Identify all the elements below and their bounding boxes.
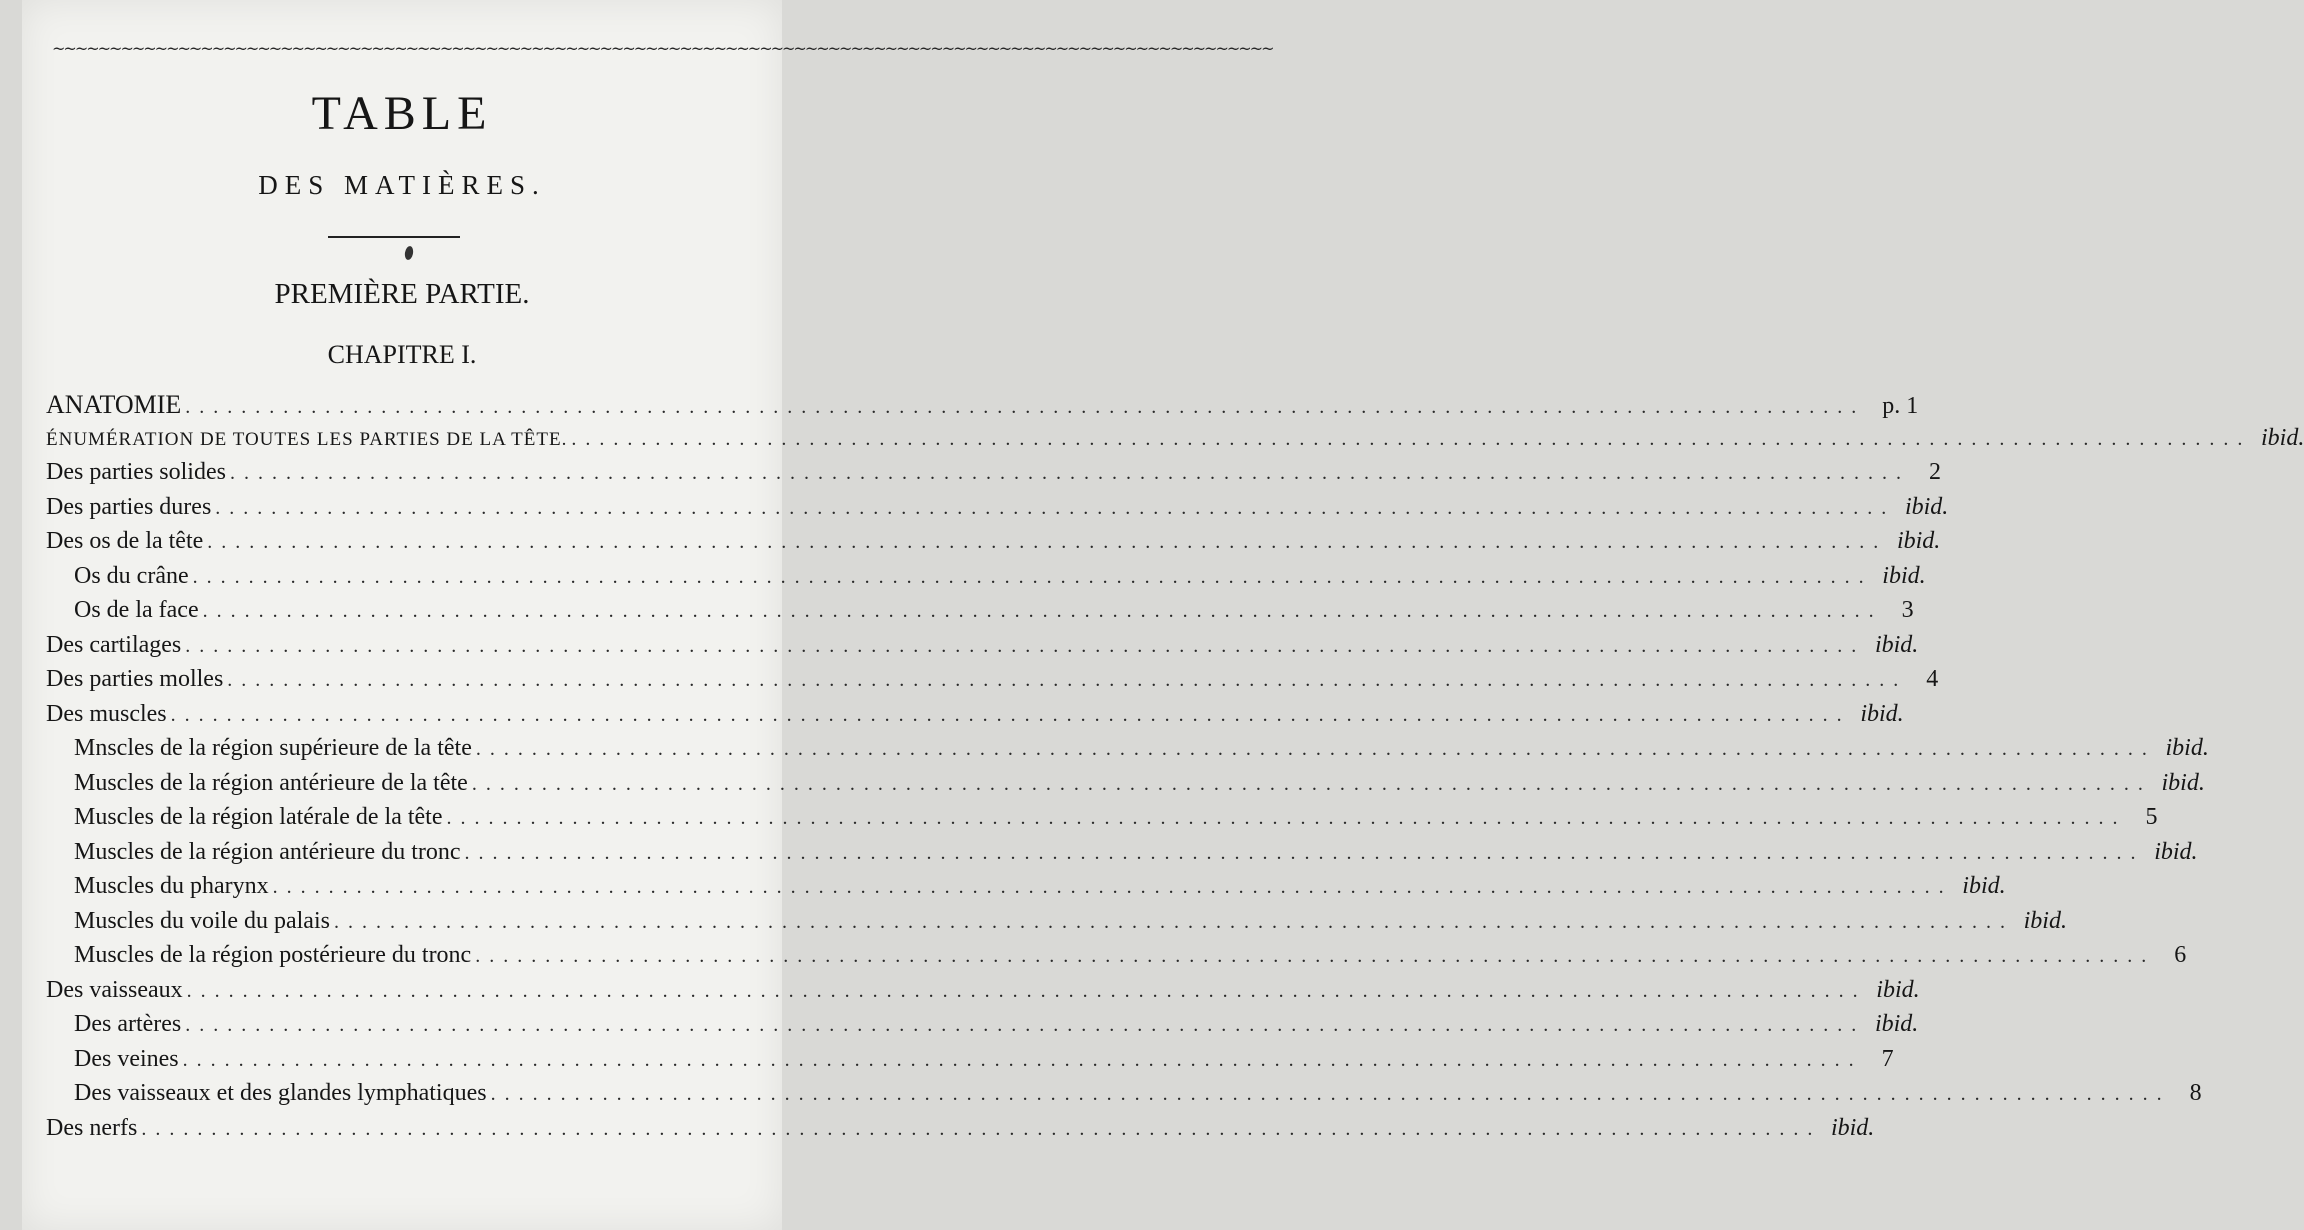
toc-entry <box>46 1045 1894 1081</box>
toc-entry <box>46 700 1904 736</box>
toc-entry-label: Os de la face <box>74 597 199 623</box>
toc-page-number: 3 <box>1901 597 1914 623</box>
toc-page-number: 4 <box>1926 666 1939 692</box>
toc-entry-label: Muscles du pharynx <box>74 873 269 899</box>
toc-entry <box>46 804 2158 839</box>
dot-leader: . . . . . . . . . . . . . . . . . . . . . . . . . . . . . . . . . . . . . . . . . . . . . . . . . . . . . . . . . . . . . . . . . . . . . . . . . . . . . . . . . . . . . . . . . . . . . . . . . . . . . . . . . . . . . . . . . . . . . . . . <box>185 634 1859 657</box>
toc-page-number: p. 1 <box>1882 393 1919 419</box>
table-of-contents <box>46 390 2304 1149</box>
toc-page-number: ibid. <box>2161 769 2205 796</box>
toc-entry-label: Muscles du voile du palais <box>74 907 330 934</box>
toc-page-number: ibid. <box>1904 493 1949 520</box>
toc-entry <box>46 976 1920 1012</box>
dot-leader: . . . . . . . . . . . . . . . . . . . . . . . . . . . . . . . . . . . . . . . . . . . . . . . . . . . . . . . . . . . . . . . . . . . . . . . . . . . . . . . . . . . . . . . . . . . . . . . . . . . . . . . . . . . . . . . . . . . . . . . . <box>207 531 1881 553</box>
toc-page-number: ibid. <box>2023 907 2067 934</box>
toc-entry-label: Muscles de la région antérieure du tronc <box>74 838 461 865</box>
toc-entry <box>46 390 1919 425</box>
toc-entry <box>46 1114 1875 1150</box>
toc-entry-label: ÉNUMÉRATION DE TOUTES LES PARTIES DE LA TÊTE. <box>46 428 568 450</box>
toc-page-number: ibid. <box>2260 424 2304 451</box>
dot-leader: . . . . . . . . . . . . . . . . . . . . . . . . . . . . . . . . . . . . . . . . . . . . . . . . . . . . . . . . . . . . . . . . . . . . . . . . . . . . . . . . . . . . . . . . . . . . . . . . . . . . . . . . . . . . . . . . . . . . . . . . <box>464 841 2138 864</box>
page-title: TABLE <box>311 87 493 140</box>
toc-entry <box>46 424 2304 460</box>
toc-page-number: ibid. <box>1876 976 1920 1003</box>
dot-leader: . . . . . . . . . . . . . . . . . . . . . . . . . . . . . . . . . . . . . . . . . . . . . . . . . . . . . . . . . . . . . . . . . . . . . . . . . . . . . . . . . . . . . . . . . . . . . . . . . . . . . . . . . . . . . . . . . . . . . . . . <box>333 910 2007 933</box>
toc-entry-label: Muscles de la région antérieure de la tête <box>74 769 468 796</box>
toc-entry <box>46 597 1914 632</box>
dot-leader: . . . . . . . . . . . . . . . . . . . . . . . . . . . . . . . . . . . . . . . . . . . . . . . . . . . . . . . . . . . . . . . . . . . . . . . . . . . . . . . . . . . . . . . . . . . . . . . . . . . . . . . . . . . . . . . . . . . . . . . . <box>185 1014 1859 1036</box>
page-subtitle: DES MATIÈRES. <box>258 170 546 200</box>
dot-leader: . . . . . . . . . . . . . . . . . . . . . . . . . . . . . . . . . . . . . . . . . . . . . . . . . . . . . . . . . . . . . . . . . . . . . . . . . . . . . . . . . . . . . . . . . . . . . . . . . . . . . . . . . . . . . . . . . . . . . . . . <box>215 496 1889 519</box>
toc-entry-label: Des artères <box>74 1011 182 1037</box>
toc-page-number: 2 <box>1928 459 1941 485</box>
toc-entry <box>46 838 2198 874</box>
toc-entry <box>46 769 2205 805</box>
toc-page-number: 7 <box>1881 1045 1894 1072</box>
dot-leader: . . . . . . . . . . . . . . . . . . . . . . . . . . . . . . . . . . . . . . . . . . . . . . . . . . . . . . . . . . . . . . . . . . . . . . . . . . . . . . . . . . . . . . . . . . . . . . . . . . . . . . . . . . . . . . . . . . . . . . . . <box>170 703 1844 726</box>
chapter-heading: CHAPITRE I. <box>327 340 477 369</box>
toc-entry-label: Des muscles <box>46 700 167 727</box>
dot-leader: . . . . . . . . . . . . . . . . . . . . . . . . . . . . . . . . . . . . . . . . . . . . . . . . . . . . . . . . . . . . . . . . . . . . . . . . . . . . . . . . . . . . . . . . . . . . . . . . . . . . . . . . . . . . . . . . . . . . . . . . <box>202 600 1876 622</box>
dot-leader: . . . . . . . . . . . . . . . . . . . . . . . . . . . . . . . . . . . . . . . . . . . . . . . . . . . . . . . . . . . . . . . . . . . . . . . . . . . . . . . . . . . . . . . . . . . . . . . . . . . . . . . . . . . . . . . . . . . . . . . . <box>475 738 2149 760</box>
toc-entry <box>46 735 2209 770</box>
dot-leader: . . . . . . . . . . . . . . . . . . . . . . . . . . . . . . . . . . . . . . . . . . . . . . . . . . . . . . . . . . . . . . . . . . . . . . . . . . . . . . . . . . . . . . . . . . . . . . . . . . . . . . . . . . . . . . . . . . . . . . . . <box>471 772 2145 795</box>
toc-entry-label: Des os de la tête <box>46 528 204 554</box>
book-page <box>22 0 2304 1230</box>
ornament-icon <box>404 245 414 260</box>
toc-entry <box>46 942 2187 977</box>
toc-entry-label: Des veines <box>74 1045 179 1072</box>
toc-page-number: ibid. <box>1896 528 1941 554</box>
toc-entry-label: Des parties solides <box>46 459 226 485</box>
toc-entry <box>46 631 1919 667</box>
toc-page-number: 8 <box>2189 1080 2202 1106</box>
toc-entry <box>46 562 1926 598</box>
toc-page-number: ibid. <box>1962 873 2006 899</box>
toc-entry-label: Muscles de la région latérale de la tête <box>74 804 443 830</box>
toc-page-number: ibid. <box>1830 1114 1875 1141</box>
decorative-top-rule: ~~~~~~~~~~~~~~~~~~~~~~~~~~~~~~~~~~~~~~~~~~~~~~~~~~~~~~~~~~~~~~~~~~~~~~~~~~~~~~~~~~~~~~~~~~~~~~~~~~~~~~~~~~~ <box>52 39 1273 58</box>
toc-entry-label: Des parties molles <box>46 666 224 692</box>
toc-entry <box>46 528 1941 563</box>
toc-entry-label: Des vaisseaux et des glandes lymphatiques <box>74 1080 487 1106</box>
toc-entry-label: ANATOMIE <box>46 390 182 419</box>
toc-entry-label: Des cartilages <box>46 631 182 658</box>
dot-leader: . . . . . . . . . . . . . . . . . . . . . . . . . . . . . . . . . . . . . . . . . . . . . . . . . . . . . . . . . . . . . . . . . . . . . . . . . . . . . . . . . . . . . . . . . . . . . . . . . . . . . . . . . . . . . . . . . . . . . . . . <box>571 427 2245 450</box>
toc-entry-label: Des vaisseaux <box>46 976 183 1003</box>
toc-page-number: ibid. <box>1860 700 1904 727</box>
dot-leader: . . . . . . . . . . . . . . . . . . . . . . . . . . . . . . . . . . . . . . . . . . . . . . . . . . . . . . . . . . . . . . . . . . . . . . . . . . . . . . . . . . . . . . . . . . . . . . . . . . . . . . . . . . . . . . . . . . . . . . . . <box>182 1048 1856 1071</box>
toc-entry <box>46 907 2067 943</box>
part-heading: PREMIÈRE PARTIE. <box>274 278 530 310</box>
toc-entry <box>46 493 1949 529</box>
dot-leader: . . . . . . . . . . . . . . . . . . . . . . . . . . . . . . . . . . . . . . . . . . . . . . . . . . . . . . . . . . . . . . . . . . . . . . . . . . . . . . . . . . . . . . . . . . . . . . . . . . . . . . . . . . . . . . . . . . . . . . . . <box>192 565 1866 588</box>
toc-entry-label: Os du crâne <box>74 562 189 589</box>
toc-entry-label: Mnscles de la région supérieure de la tête <box>74 735 472 761</box>
toc-page-number: ibid. <box>1874 631 1919 658</box>
toc-page-number: ibid. <box>2154 838 2198 865</box>
toc-entry <box>46 1011 1919 1046</box>
toc-page-number: ibid. <box>1874 1011 1919 1037</box>
toc-entry-label: Des parties dures <box>46 493 212 520</box>
dot-leader: . . . . . . . . . . . . . . . . . . . . . . . . . . . . . . . . . . . . . . . . . . . . . . . . . . . . . . . . . . . . . . . . . . . . . . . . . . . . . . . . . . . . . . . . . . . . . . . . . . . . . . . . . . . . . . . . . . . . . . . . <box>446 807 2120 829</box>
toc-entry-label: Des nerfs <box>46 1114 138 1141</box>
dot-leader: . . . . . . . . . . . . . . . . . . . . . . . . . . . . . . . . . . . . . . . . . . . . . . . . . . . . . . . . . . . . . . . . . . . . . . . . . . . . . . . . . . . . . . . . . . . . . . . . . . . . . . . . . . . . . . . . . . . . . . . . <box>272 876 1946 898</box>
dot-leader: . . . . . . . . . . . . . . . . . . . . . . . . . . . . . . . . . . . . . . . . . . . . . . . . . . . . . . . . . . . . . . . . . . . . . . . . . . . . . . . . . . . . . . . . . . . . . . . . . . . . . . . . . . . . . . . . . . . . . . . . <box>229 462 1903 484</box>
dot-leader: . . . . . . . . . . . . . . . . . . . . . . . . . . . . . . . . . . . . . . . . . . . . . . . . . . . . . . . . . . . . . . . . . . . . . . . . . . . . . . . . . . . . . . . . . . . . . . . . . . . . . . . . . . . . . . . . . . . . . . . . <box>490 1083 2164 1105</box>
dot-leader: . . . . . . . . . . . . . . . . . . . . . . . . . . . . . . . . . . . . . . . . . . . . . . . . . . . . . . . . . . . . . . . . . . . . . . . . . . . . . . . . . . . . . . . . . . . . . . . . . . . . . . . . . . . . . . . . . . . . . . . . <box>185 396 1859 418</box>
toc-page-number: ibid. <box>2165 735 2209 761</box>
section-divider <box>328 236 460 238</box>
dot-leader: . . . . . . . . . . . . . . . . . . . . . . . . . . . . . . . . . . . . . . . . . . . . . . . . . . . . . . . . . . . . . . . . . . . . . . . . . . . . . . . . . . . . . . . . . . . . . . . . . . . . . . . . . . . . . . . . . . . . . . . . <box>227 669 1901 691</box>
dot-leader: . . . . . . . . . . . . . . . . . . . . . . . . . . . . . . . . . . . . . . . . . . . . . . . . . . . . . . . . . . . . . . . . . . . . . . . . . . . . . . . . . . . . . . . . . . . . . . . . . . . . . . . . . . . . . . . . . . . . . . . . <box>475 945 2149 967</box>
dot-leader: . . . . . . . . . . . . . . . . . . . . . . . . . . . . . . . . . . . . . . . . . . . . . . . . . . . . . . . . . . . . . . . . . . . . . . . . . . . . . . . . . . . . . . . . . . . . . . . . . . . . . . . . . . . . . . . . . . . . . . . . <box>186 979 1860 1002</box>
toc-entry <box>46 459 1941 494</box>
toc-page-number: 6 <box>2174 942 2187 968</box>
toc-entry <box>46 666 1939 701</box>
toc-page-number: ibid. <box>1882 562 1926 589</box>
toc-entry <box>46 1080 2202 1115</box>
toc-entry <box>46 873 2006 908</box>
dot-leader: . . . . . . . . . . . . . . . . . . . . . . . . . . . . . . . . . . . . . . . . . . . . . . . . . . . . . . . . . . . . . . . . . . . . . . . . . . . . . . . . . . . . . . . . . . . . . . . . . . . . . . . . . . . . . . . . . . . . . . . . <box>141 1117 1815 1140</box>
toc-entry-label: Muscles de la région postérieure du tronc <box>74 942 472 968</box>
toc-page-number: 5 <box>2145 804 2158 830</box>
